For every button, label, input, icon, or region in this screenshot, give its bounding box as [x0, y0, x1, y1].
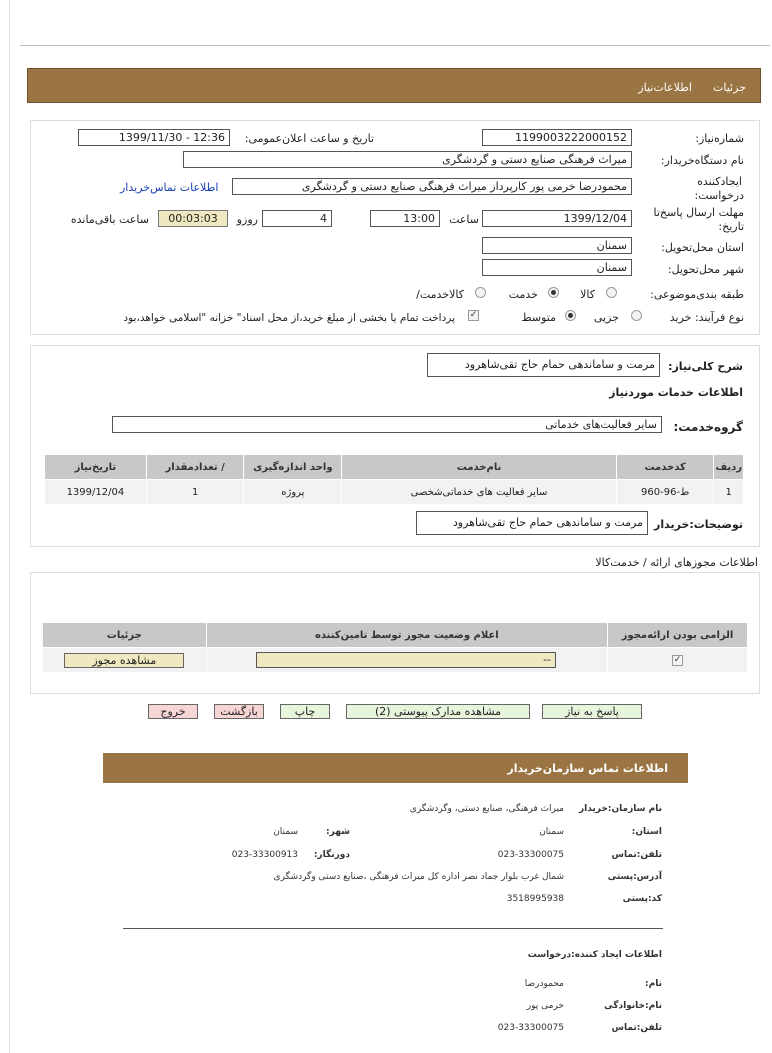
creator-name-label: نام: [645, 979, 662, 989]
cell-date: 1399/12/04 [45, 480, 147, 505]
need-number-field: 1199003222000152 [482, 129, 632, 146]
attachments-button[interactable]: مشاهده مدارک پیوستی (2) [346, 704, 530, 719]
radio-service[interactable] [548, 287, 559, 298]
col-code: کدخدمت [616, 455, 714, 480]
cell-required [608, 648, 748, 673]
radio-medium[interactable] [565, 310, 576, 321]
col-name: نام‌خدمت [342, 455, 617, 480]
creator-label-2: درخواست: [694, 189, 744, 202]
radio-service-label: خدمت [508, 288, 538, 301]
cell-name: سایر فعالیت های خدماتی‌شخصی [342, 480, 617, 505]
deadline-time-field: 13:00 [370, 210, 440, 227]
need-number-label: شماره‌نیاز: [695, 132, 744, 145]
desc-label: شرح کلی‌نیاز: [668, 360, 743, 373]
org-label: نام سازمان:خریدار [578, 804, 662, 814]
announce-label: تاریخ و ساعت اعلان‌عمومی: [244, 132, 374, 145]
group-field: سایر فعالیت‌های خدماتی [112, 416, 662, 433]
creator-name-value: محمودرضا [524, 979, 564, 989]
radio-goods-service[interactable] [475, 287, 486, 298]
permits-table [42, 622, 748, 673]
left-border-line [9, 0, 10, 1053]
phone-value: 023-33300075 [497, 850, 564, 860]
contact-province-value: سمنان [539, 827, 564, 837]
contact-city-label: شهر: [326, 827, 350, 837]
col-details: جزئیات [43, 623, 207, 648]
header-bar [27, 68, 761, 103]
buyer-desc-label: توضیحات:خریدار [653, 518, 743, 531]
contact-city-value: سمنان [273, 827, 298, 837]
services-header-row [45, 455, 744, 480]
contact-province-label: استان: [631, 827, 662, 837]
radio-goods[interactable] [606, 287, 617, 298]
exit-button[interactable]: خروج [148, 704, 198, 719]
remaining-label: ساعت باقی‌مانده [70, 213, 149, 226]
creator-family-label: نام:خانوادگی [604, 1001, 662, 1011]
cell-status [206, 648, 607, 673]
tab-details[interactable]: جزئیات [713, 81, 746, 94]
buyer-field: میراث فرهنگی صنایع دستی و گردشگری [183, 151, 632, 168]
table-row [43, 648, 748, 673]
fax-label: دورنگار: [313, 850, 350, 860]
col-status: اعلام وضعیت مجوز توسط تامین‌کننده [206, 623, 607, 648]
deadline-time-label: ساعت [449, 213, 479, 226]
cell-unit: پروژه [244, 480, 342, 505]
desc-field: مرمت و ساماندهی حمام حاج تقی‌شاهرود [427, 353, 660, 377]
cell-details [43, 648, 207, 673]
creator-label-1: ایجادکننده [697, 175, 742, 188]
address-value: شمال غرب بلوار جماد نصر اداره کل میراث فرهنگی ،صنایع دستی وگردشگری [273, 872, 564, 882]
buyer-label: نام دستگاه‌خریدار: [660, 154, 744, 167]
radio-minor[interactable] [631, 310, 642, 321]
contact-header [103, 753, 688, 783]
col-date: تاریخ‌نیاز [45, 455, 147, 480]
category-label: طبقه بندی‌موضوعی: [650, 288, 744, 301]
creator-phone-label: تلفن:تماس [611, 1023, 662, 1033]
postal-value: 3518995938 [506, 894, 564, 904]
city-label: شهر محل‌تحویل: [667, 263, 744, 276]
buyer-desc-field: مرمت و ساماندهی حمام حاج تقی‌شاهرود [416, 511, 648, 535]
address-label: آدرس:پستی [607, 872, 662, 882]
fax-value: 023-33300913 [231, 850, 298, 860]
creator-family-value: خرمی پور [526, 1001, 564, 1011]
tab-need-info[interactable]: اطلاعات‌نیاز [638, 81, 692, 94]
deadline-date-field: 1399/12/04 [482, 210, 632, 227]
group-label: گروه‌خدمت: [673, 420, 743, 434]
col-unit: واحد اندازه‌گیری [244, 455, 342, 480]
remaining-timer: 00:03:03 [158, 210, 228, 227]
deadline-label-1: مهلت ارسال پاسخ‌تا [653, 206, 744, 219]
province-label: استان محل‌تحویل: [661, 241, 744, 254]
payment-note: پرداخت تمام یا بخشی از مبلغ خرید،از محل اسناد" خزانه "اسلامی خواهد،بود [123, 312, 455, 324]
payment-checkbox[interactable]: ✓ [469, 310, 478, 320]
province-field: سمنان [482, 237, 632, 254]
buyer-contact-link[interactable]: اطلاعات تماس‌خریدار [120, 181, 219, 194]
contact-divider [123, 928, 663, 929]
org-value: میراث فرهنگی، صنایع دستی، وگردشگری [409, 804, 564, 814]
days-label: روزو [236, 213, 258, 226]
radio-minor-label: جزیی [593, 311, 619, 324]
announce-field: 1399/11/30 - 12:36 [78, 129, 230, 146]
city-field: سمنان [482, 259, 632, 276]
back-button[interactable]: بازگشت [214, 704, 264, 719]
col-required: الزامی بودن ارائه‌مجوز [608, 623, 748, 648]
col-qty: / تعدادمقدار [146, 455, 244, 480]
col-row: ردیف [714, 455, 744, 480]
cell-qty: 1 [146, 480, 244, 505]
reply-button[interactable]: پاسخ به نیاز [542, 704, 642, 719]
permits-title: اطلاعات مجوزهای ارائه / خدمت‌کالا [595, 556, 758, 569]
permits-header-row [43, 623, 748, 648]
view-permit-button[interactable]: مشاهده مجوز [64, 653, 184, 668]
top-divider [20, 45, 770, 46]
required-checkbox[interactable]: ✓ [673, 655, 682, 665]
phone-label: تلفن:تماس [611, 850, 662, 860]
radio-medium-label: متوسط [521, 311, 556, 324]
permit-status-field: -- [256, 652, 556, 668]
deadline-label-2: تاریخ: [718, 220, 744, 233]
services-title: اطلاعات خدمات موردنیاز [609, 386, 743, 399]
process-label: نوع فرآیند: خرید [669, 311, 744, 324]
cell-code: ط-96-960 [616, 480, 714, 505]
postal-label: کد:پستی [622, 894, 662, 904]
print-button[interactable]: چاپ [280, 704, 330, 719]
contact-title: اطلاعات تماس سازمان‌خریدار [507, 762, 668, 775]
creator-field: محمودرضا خرمی پور کارپرداز میراث فرهنگی صنایع دستی و گردشگری [232, 178, 632, 195]
radio-goods-service-label: کالاخدمت/ [416, 288, 464, 301]
radio-goods-label: کالا [580, 288, 595, 301]
services-table [44, 454, 744, 505]
creator-info-title: اطلاعات ایجاد کننده:درخواست [527, 950, 662, 960]
cell-row: 1 [714, 480, 744, 505]
table-row [45, 480, 744, 505]
days-field: 4 [262, 210, 332, 227]
creator-phone-value: 023-33300075 [497, 1023, 564, 1033]
